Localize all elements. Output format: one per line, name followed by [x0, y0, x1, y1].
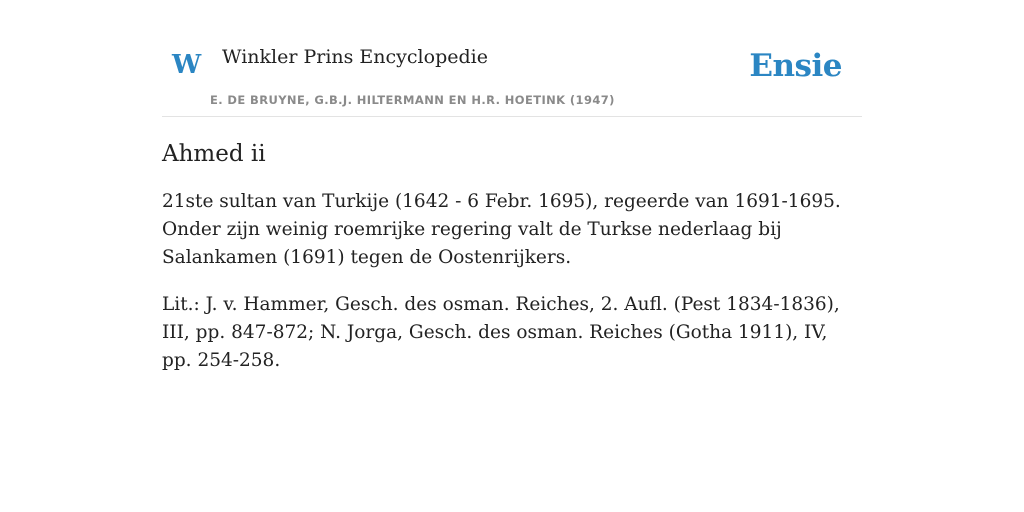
article-title: Ahmed ii: [162, 141, 266, 167]
source-title[interactable]: Winkler Prins Encyclopedie: [222, 46, 488, 68]
article-literature: Lit.: J. v. Hammer, Gesch. des osman. Reiches, 2. Aufl. (Pest 1834-1836), III, pp. 847-872; N. Jorga, Gesch. des osman. Reiches (Gotha 1911), IV, pp. 254-258.: [162, 294, 840, 371]
winkler-prins-logo-icon: W: [172, 50, 202, 80]
source-header: [162, 0, 862, 117]
article-paragraph: 21ste sultan van Turkije (1642 - 6 Febr. 1695), regeerde van 1691-1695. Onder zijn weinig roemrijke regering valt de Turkse nederlaag bij Salankamen (1691) tegen de Oostenrijkers.: [162, 191, 841, 268]
article: [162, 138, 862, 394]
ensie-logo-link[interactable]: Ensie: [749, 48, 842, 84]
source-authors: E. DE BRUYNE, G.B.J. HILTERMANN EN H.R. HOETINK (1947): [210, 93, 615, 107]
